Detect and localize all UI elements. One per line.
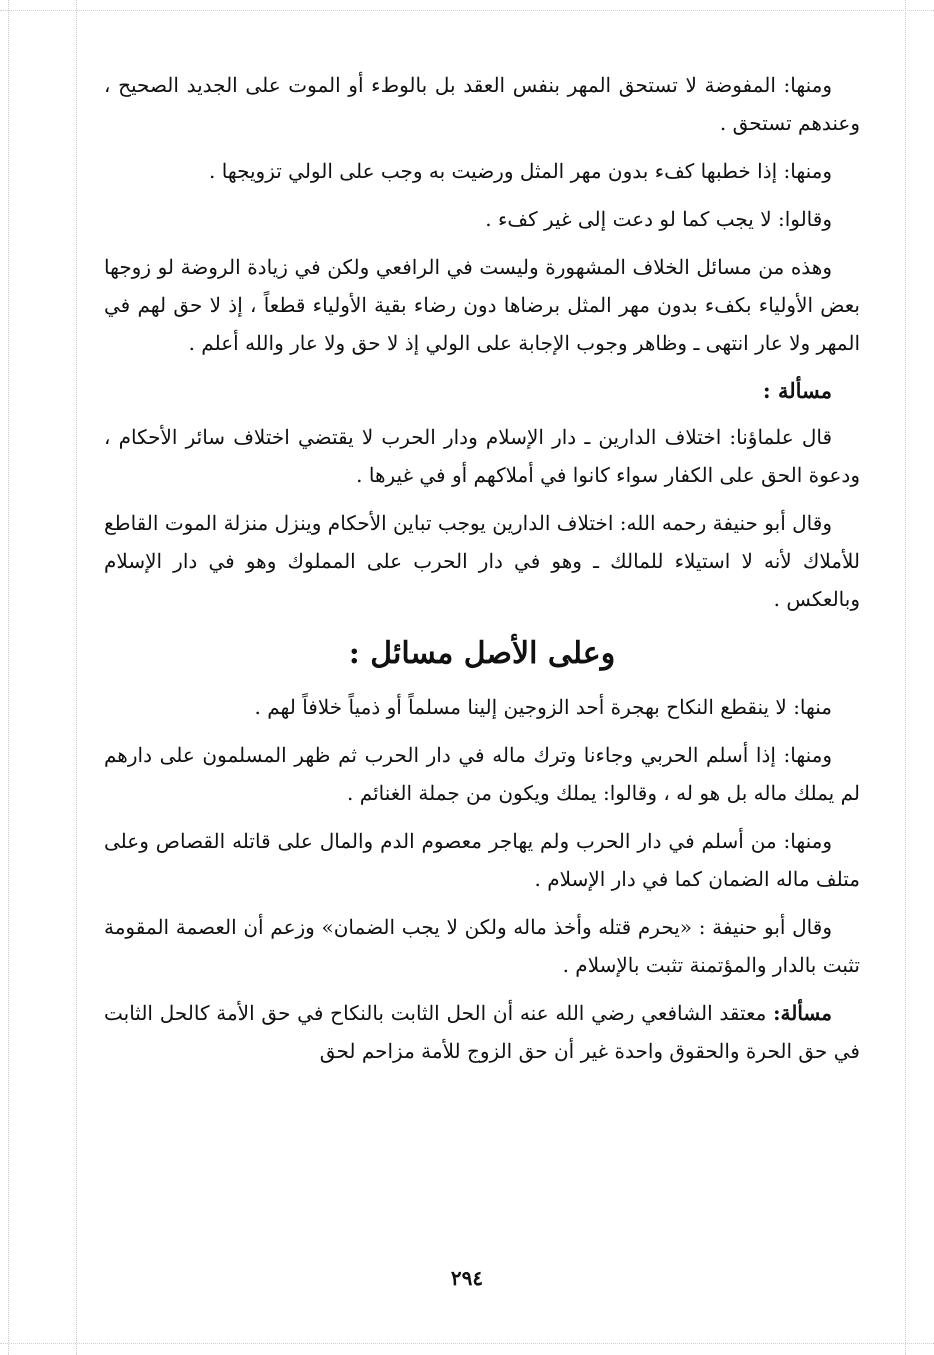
paragraph-text: وقال أبو حنيفة : «يحرم قتله وأخذ ماله ولكن لا يجب الضمان» وزعم أن العصمة المقومة تثبت بالدار والمؤتمنة تثبت بالإسلام . <box>104 915 860 977</box>
scan-guide-line <box>905 0 906 1355</box>
paragraph-text: وهذه من مسائل الخلاف المشهورة وليست في الرافعي ولكن في زيادة الروضة لو زوجها بعض الأولياء بكفء بدون مهر المثل برضاها دون رضاء بقية الأولياء قطعاً ، إذ لا حق لهم في المهر ولا عار انتهى ـ وظاهر وجوب الإجابة على الولي إذ لا حق ولا عار والله أعلم . <box>104 255 860 355</box>
body-text <box>104 66 860 1080</box>
paragraph-text: وقال أبو حنيفة رحمه الله: اختلاف الدارين يوجب تباين الأحكام وينزل منزلة الموت القاطع للأملاك لأنه لا استيلاء للمالك ـ وهو في دار الحرب على المملوك وهو في دار الإسلام وبالعكس . <box>104 511 860 611</box>
scan-guide-line <box>0 10 934 11</box>
paragraph-lead: مسألة: <box>773 1001 832 1025</box>
paragraph <box>104 688 860 726</box>
scan-guide-line <box>76 0 77 1355</box>
paragraph <box>104 418 860 494</box>
section-title: وعلى الأصل مسائل : <box>348 636 616 671</box>
paragraph <box>104 994 860 1070</box>
paragraph-text: ومنها: المفوضة لا تستحق المهر بنفس العقد بل بالوطء أو الموت على الجديد الصحيح ، وعندهم تستحق . <box>104 73 860 135</box>
paragraph-text: ومنها: إذا خطبها كفء بدون مهر المثل ورضيت به وجب على الولي تزويجها . <box>209 159 832 183</box>
paragraph-text: وقالوا: لا يجب كما لو دعت إلى غير كفء . <box>485 207 832 231</box>
paragraph-text: معتقد الشافعي رضي الله عنه أن الحل الثابت بالنكاح في حق الأمة كالحل الثابت في حق الحرة والحقوق واحدة غير أن حق الزوج للأمة مزاحم لحق <box>104 1001 860 1063</box>
paragraph-text: قال علماؤنا: اختلاف الدارين ـ دار الإسلام ودار الحرب لا يقتضي اختلاف سائر الأحكام ، ودعوة الحق على الكفار سواء كانوا في أملاكهم أو في غيرها . <box>104 425 860 487</box>
issue-heading: مسألة : <box>762 378 832 403</box>
paragraph <box>104 504 860 618</box>
scan-guide-line <box>8 0 9 1355</box>
page-number: ٢٩٤ <box>450 1266 484 1290</box>
paragraph-text: ومنها: إذا أسلم الحربي وجاءنا وترك ماله في دار الحرب ثم ظهر المسلمون على دارهم لم يملك ماله بل هو له ، وقالوا: يملك ويكون من جملة الغنائم . <box>104 743 860 805</box>
paragraph-text: منها: لا ينقطع النكاح بهجرة أحد الزوجين إلينا مسلماً أو ذمياً خلافاً لهم . <box>254 695 832 719</box>
paragraph <box>104 248 860 362</box>
paragraph <box>104 200 860 238</box>
scan-guide-line <box>0 1343 934 1344</box>
paragraph <box>104 152 860 190</box>
paragraph <box>104 736 860 812</box>
paragraph <box>104 66 860 142</box>
paragraph-text: ومنها: من أسلم في دار الحرب ولم يهاجر معصوم الدم والمال على قاتله القصاص وعلى متلف ماله الضمان كما في دار الإسلام . <box>104 829 860 891</box>
paragraph <box>104 822 860 898</box>
paragraph <box>104 908 860 984</box>
